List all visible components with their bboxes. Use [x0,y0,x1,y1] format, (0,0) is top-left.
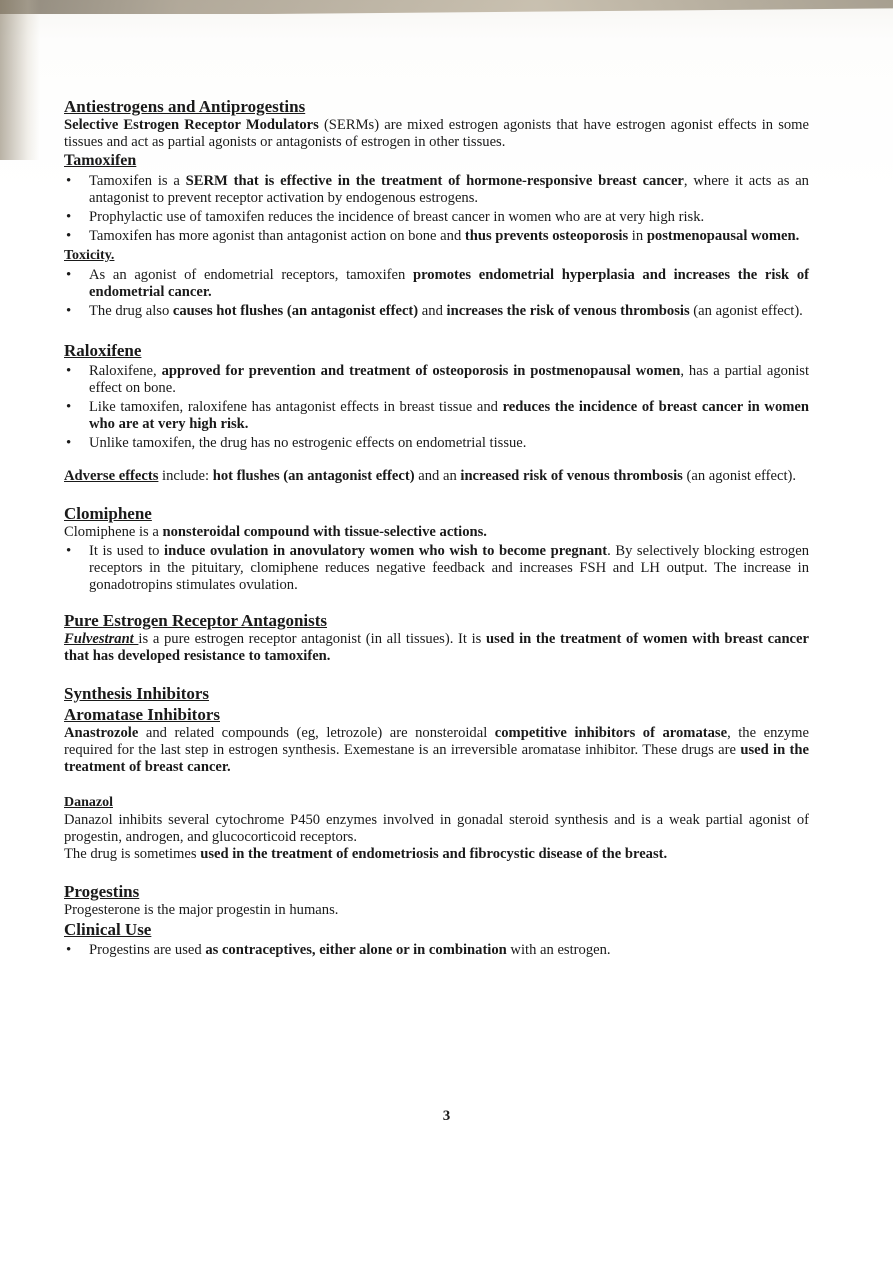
bold-text: reduces the incidence of breast cancer in women who are at very high risk. [89,399,810,432]
list-item [64,435,809,452]
bold-text: promotes endometrial hyperplasia and increases the risk of endometrial cancer. [89,267,809,300]
list-item [64,942,809,959]
text: is a pure estrogen receptor antagonist (in all tissues). It is [138,631,487,647]
bold-text: approved for prevention and treatment of osteoporosis in postmenopausal women [161,363,681,379]
paragraph-clomiphene [64,524,809,541]
paragraph-danazol-1: Danazol inhibits several cytochrome P450 enzymes involved in gonadal steroid synthesis and is a weak partial agonist of progestin, androgen, and glucocorticoid receptors. [64,812,809,845]
text: Clomiphene is a [64,524,163,540]
text: , where it acts as an antagonist to prevent receptor activation by endogenous estrogens. [89,173,809,206]
section-title-pure-antagonists: Pure Estrogen Receptor Antagonists [64,611,328,630]
bold-text: increases the risk of venous thrombosis [446,303,690,319]
text: in [628,228,647,244]
text: The drug is sometimes [64,846,201,862]
bold-text: thus prevents osteoporosis [464,228,629,244]
section-title-progestins: Progestins [64,882,140,901]
section-title-danazol: Danazol [64,795,113,810]
section-title-clinical-use: Clinical Use [64,920,152,939]
page-number: 3 [442,1108,451,1124]
text: Progestins are used [89,942,206,958]
spacer [64,485,809,503]
spacer [64,596,809,610]
bold-text: used in the treatment of endometriosis and fibrocystic disease of the breast. [200,846,668,862]
section-title-clomiphene: Clomiphene [64,504,152,523]
list-item [64,228,809,245]
paragraph-danazol-2 [64,846,809,863]
bold-text: Selective Estrogen Receptor Modulators [64,117,319,133]
bold-text: Anastrozole [64,725,139,741]
paragraph-serms [64,117,809,151]
text: Tamoxifen has more agonist than antagonist action on bone and [89,228,465,244]
bold-text: used in the treatment of women with breast cancer that has developed resistance to tamoxifen. [64,631,809,664]
list-item [64,173,809,207]
text: include: [158,468,213,484]
document-body [64,96,809,961]
section-title-toxicity: Toxicity. [64,248,115,263]
list-item [64,543,809,594]
paragraph-adverse-effects [64,468,809,485]
bold-text: competitive inhibitors of aromatase [494,725,728,741]
toxicity-list [64,267,809,320]
section-title-aromatase-inhibitors: Aromatase Inhibitors [64,705,220,724]
underlined-label: Adverse effects [64,468,159,484]
section-title-tamoxifen: Tamoxifen [64,152,137,169]
text: , has a partial agonist effect on bone. [89,363,810,396]
bold-text: as contraceptives, either alone or in combination [205,942,507,958]
list-item [64,399,809,433]
list-item [64,303,809,320]
bold-text: nonsteroidal compound with tissue-selective actions. [162,524,487,540]
bold-text: increased risk of venous thrombosis [460,468,683,484]
text: (an agonist effect). [689,303,803,319]
bold-text: hot flushes (an antagonist effect) [212,468,415,484]
text: with an estrogen. [506,942,611,958]
list-item [64,363,809,397]
list-item [64,209,809,226]
text: It is used to [89,543,165,559]
paragraph-aromatase [64,725,809,776]
text: and related compounds (eg, letrozole) are nonsteroidal [138,725,495,741]
list-item [64,267,809,301]
text: Raloxifene, [89,363,162,379]
bold-text: causes hot flushes (an antagonist effect) [172,303,419,319]
progestins-list [64,942,809,959]
text: As an agonist of endometrial receptors, tamoxifen [89,267,413,283]
raloxifene-list [64,363,809,452]
bold-text: used in the treatment of breast cancer. [64,742,809,775]
text: and [418,303,447,319]
text: Tamoxifen is a [89,173,186,189]
text: , the enzyme required for the last step in estrogen synthesis. Exemestane is an irreversible aromatase inhibitor. These drugs are [64,725,809,758]
text: (an agonist effect). [682,468,797,484]
scan-shadow-left [0,0,40,160]
section-title-synthesis-inhibitors: Synthesis Inhibitors [64,684,210,703]
bold-text: induce ovulation in anovulatory women who wish to become pregnant [164,543,608,559]
paragraph-progestins: Progesterone is the major progestin in humans. [64,902,339,918]
text: Prophylactic use of tamoxifen reduces the incidence of breast cancer in women who are at very high risk. [89,209,705,225]
section-title-raloxifene: Raloxifene [64,341,142,360]
text: Like tamoxifen, raloxifene has antagonist effects in breast tissue and [89,399,503,415]
text: (SERMs) are mixed estrogen agonists that have estrogen agonist effects in some tissues and act as partial agonists or antagonists of estrogen in other tissues. [64,117,809,150]
text: and an [414,468,461,484]
drug-name: Fulvestrant [64,631,139,647]
clomiphene-list [64,543,809,594]
bold-text: SERM that is effective in the treatment of hormone-responsive breast cancer [185,173,684,189]
spacer [64,454,809,468]
scan-shadow-top [0,0,893,14]
paragraph-fulvestrant [64,631,809,665]
spacer [64,776,809,794]
spacer [64,665,809,683]
text: Unlike tamoxifen, the drug has no estrogenic effects on endometrial tissue. [89,435,527,451]
spacer [64,322,809,340]
spacer [64,863,809,881]
text: . By selectively blocking estrogen receptors in the pituitary, clomiphene reduces negative feedback and increases FSH and LH output. The increase in gonadotropins stimulates ovulation. [89,543,809,593]
section-title-antiestrogens: Antiestrogens and Antiprogestins [64,97,306,116]
text: The drug also [89,303,173,319]
tamoxifen-list [64,173,809,245]
bold-text: postmenopausal women. [646,228,800,244]
